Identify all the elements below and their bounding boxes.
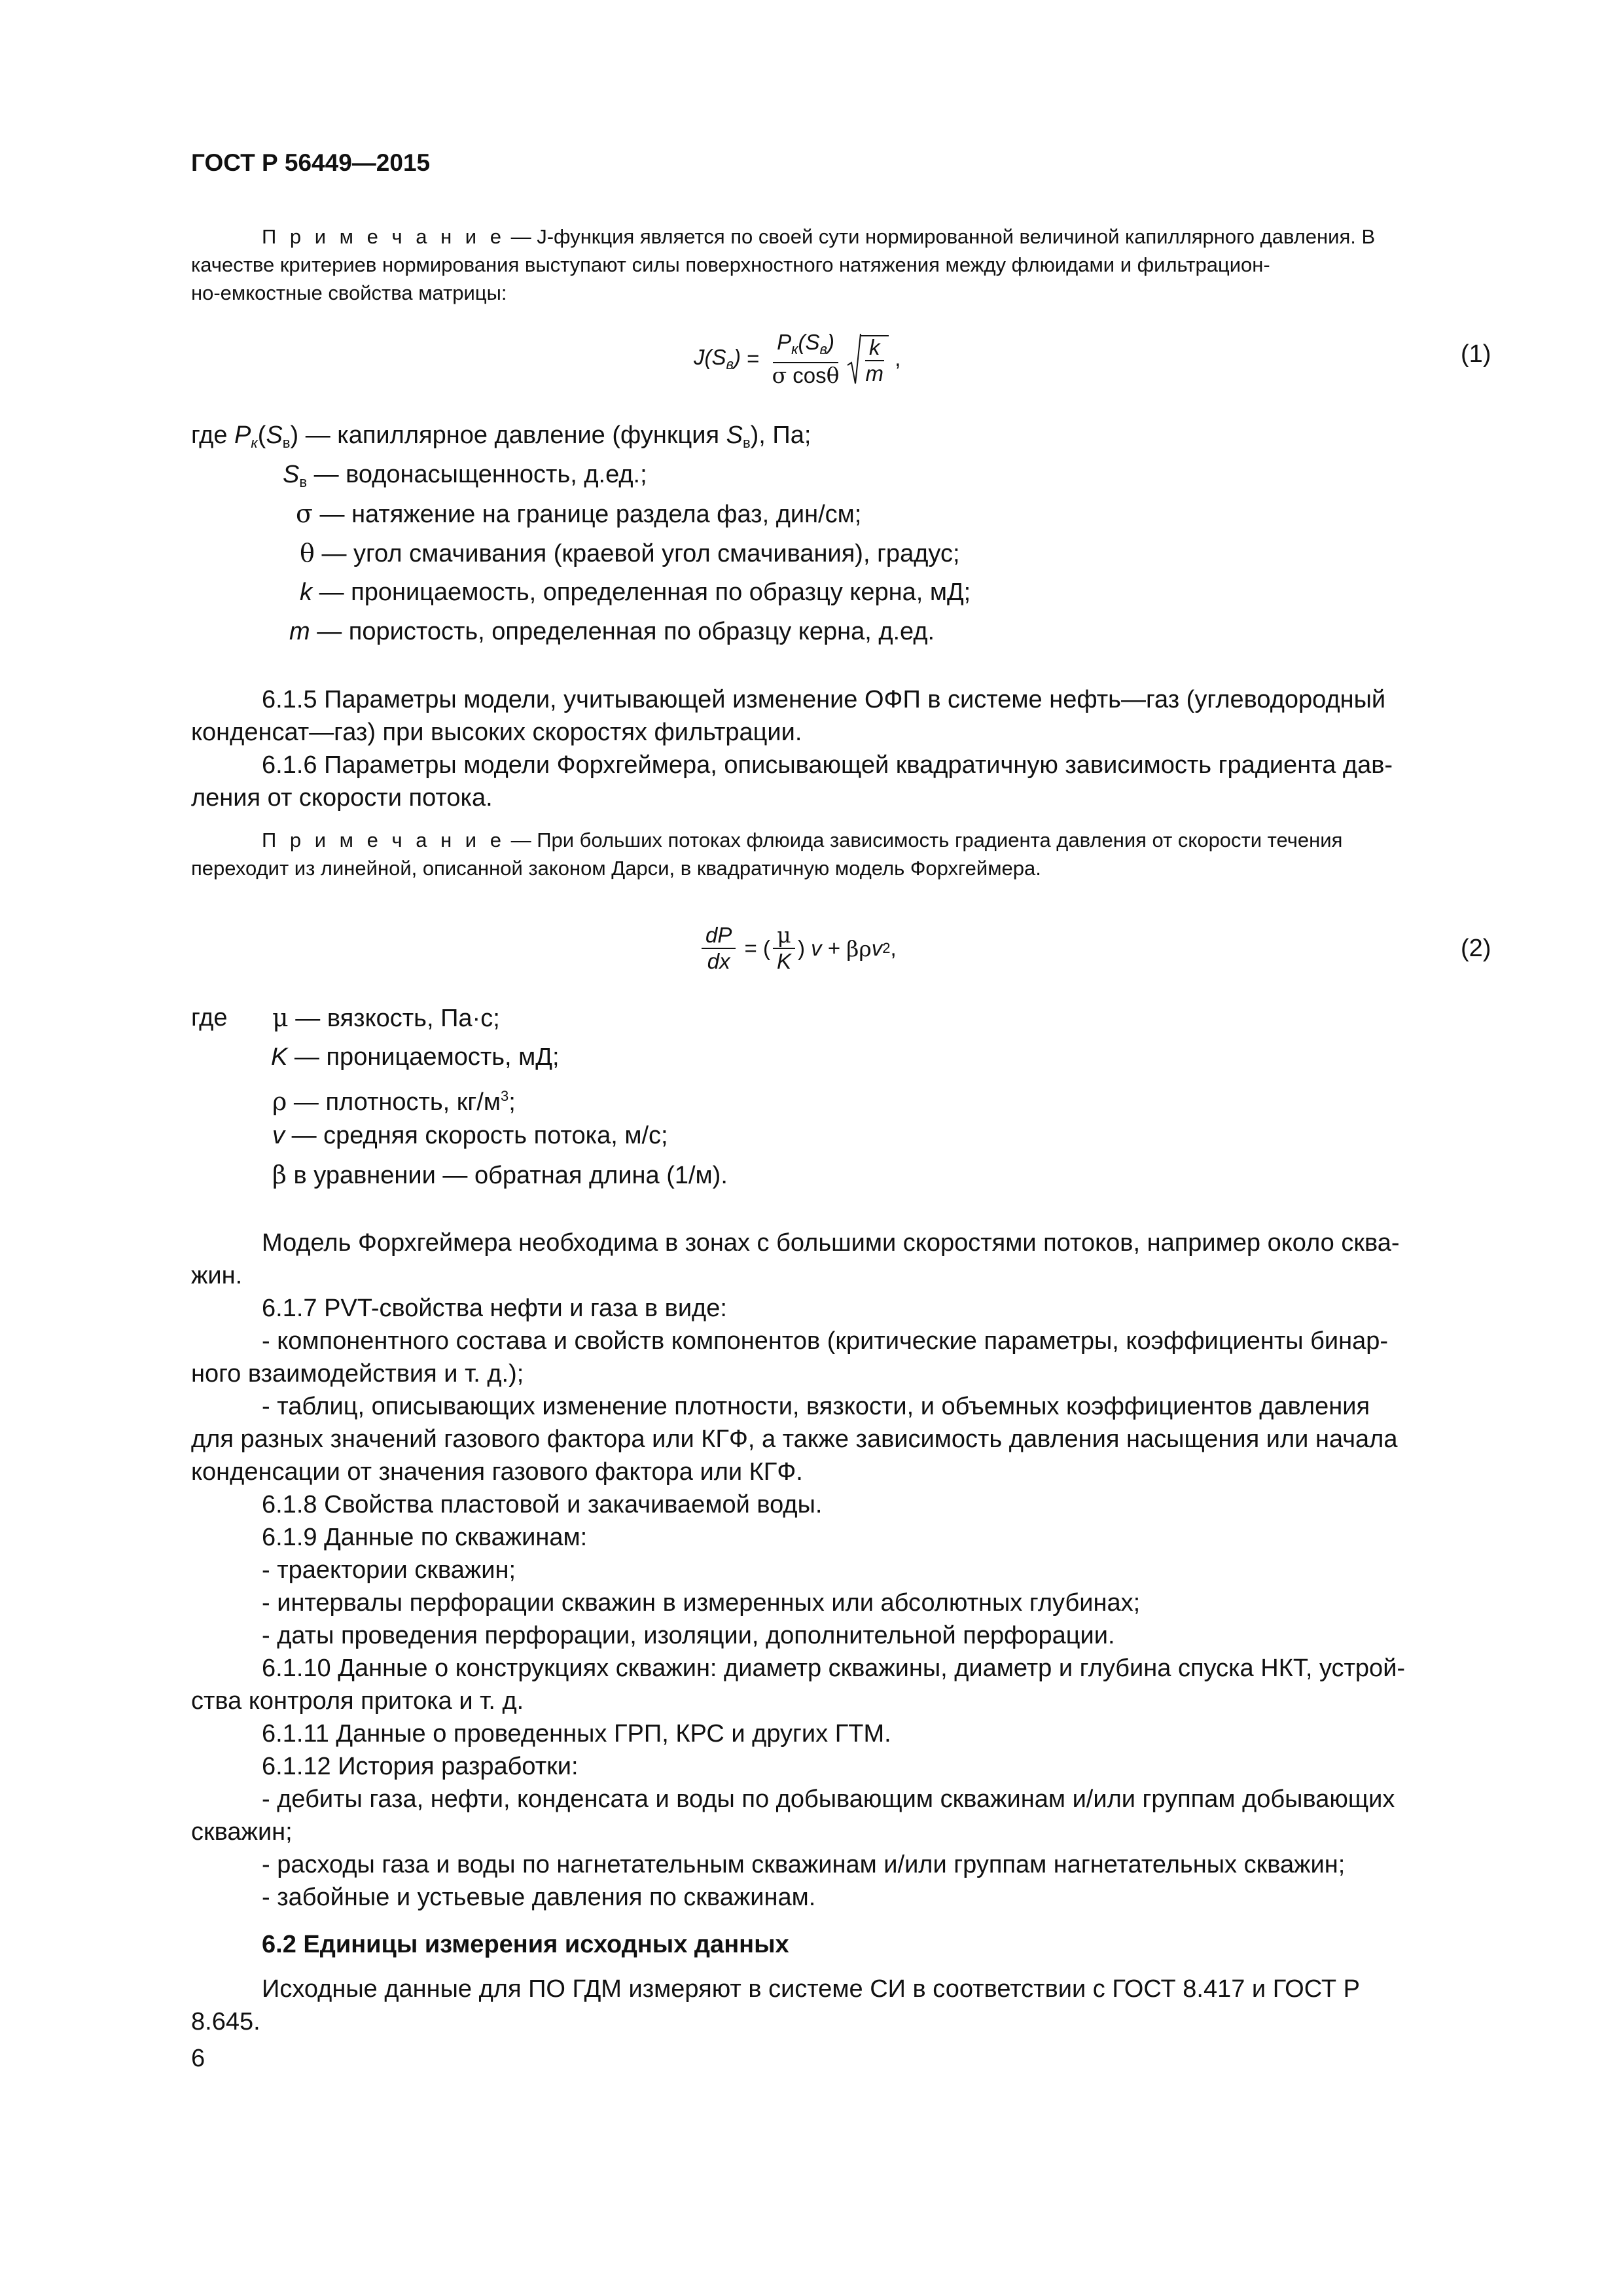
body-line: - забойные и устьевые давления по скважинам.	[262, 1884, 816, 1911]
body-line: 6.1.11 Данные о проведенных ГРП, КРС и других ГТМ.	[262, 1720, 891, 1748]
legend-2-row-beta: β в уравнении — обратная длина (1/м).	[272, 1160, 728, 1189]
equation-1-sqrt: $\frac{k}{m}$	[846, 332, 889, 385]
equation-2-number: (2)	[1461, 935, 1491, 962]
body-line: для разных значений газового фактора или КГФ, а также зависимость давления насыщения или начала	[191, 1426, 1398, 1453]
legend-1-pk-text: — капиллярное давление (функция	[305, 422, 720, 449]
body-line: - таблиц, описывающих изменение плотности, вязкости, и объемных коэффициентов давления	[262, 1393, 1370, 1420]
body-text	[191, 1227, 1497, 1914]
legend-1-theta-text: — угол смачивания (краевой угол смачивания), градус;	[321, 540, 960, 567]
note-1-line-3: но-емкостные свойства матрицы:	[191, 281, 507, 304]
legend-1-where: где	[191, 422, 228, 449]
legend-1-row-k: k — проницаемость, определенная по образцу керна, мД;	[300, 579, 971, 606]
p615-line-2: конденсат—газ) при высоких скоростях фильтрации.	[191, 719, 802, 746]
legend-2-beta-text: в уравнении — обратная длина (1/м).	[293, 1162, 728, 1189]
legend-1-pa: ), Па;	[750, 422, 812, 449]
legend-1-m-text: — пористость, определенная по образцу керна, д.ед.	[317, 618, 935, 645]
legend-2-where: где	[191, 1004, 228, 1031]
legend-1-row-m: m — пористость, определенная по образцу керна, д.ед.	[289, 618, 935, 645]
legend-1-sv-text: — водонасыщенность, д.ед.;	[313, 461, 647, 488]
body-line: ства контроля притока и т. д.	[191, 1687, 524, 1715]
body-line: - даты проведения перфорации, изоляции, дополнительной перфорации.	[262, 1622, 1115, 1649]
legend-2-row-v: v — средняя скорость потока, м/с;	[272, 1122, 668, 1149]
body-line: конденсации от значения газового фактора или КГФ.	[191, 1458, 803, 1486]
legend-1-row-theta: θ — угол смачивания (краевой угол смачивания), градус;	[300, 539, 960, 567]
body-line: - компонентного состава и свойств компонентов (критические параметры, коэффициенты бинар-	[262, 1327, 1389, 1355]
body-line: 6.1.7 PVT-свойства нефти и газа в виде:	[262, 1295, 727, 1322]
legend-2-row-rho: ρ — плотность, $кг/м^3$;	[272, 1087, 516, 1116]
body-line: 6.1.8 Свойства пластовой и закачиваемой воды.	[262, 1491, 823, 1518]
legend-2-v-text: — средняя скорость потока, м/с;	[291, 1122, 668, 1149]
legend-1-row-sv: $S_в$ — водонасыщенность, д.ед.;	[283, 461, 647, 490]
p62-line-1: Исходные данные для ПО ГДМ измеряют в системе СИ в соответствии с ГОСТ 8.417 и ГОСТ Р	[262, 1975, 1361, 2003]
body-line: - расходы газа и воды по нагнетательным скважинам и/или группам нагнетательных скважин;	[262, 1851, 1346, 1878]
legend-1-sigma-text: — натяжение на границе раздела фаз, дин/см;	[319, 501, 862, 528]
paragraph-6-1-6	[191, 749, 1497, 814]
note-1-text-1: — J-функция является по своей сути нормированной величиной капиллярного давления. В	[505, 225, 1376, 248]
body-line: - интервалы перфорации скважин в измеренных или абсолютных глубинах;	[262, 1589, 1141, 1617]
legend-1-row-pk: где $P_к(S_в)$ — капиллярное давление (функция $S_в$), Па;	[191, 422, 812, 451]
body-line: Модель Форхгеймера необходима в зонах с большими скоростями потоков, например около сква-	[262, 1229, 1400, 1257]
legend-1-k-text: — проницаемость, определенная по образцу керна, мД;	[319, 579, 971, 606]
note-2-text-1: — При больших потоках флюида зависимость градиента давления от скорости течения	[505, 829, 1343, 852]
body-line: ного взаимодействия и т. д.);	[191, 1360, 524, 1388]
note-1-label: П р и м е ч а н и е	[262, 225, 505, 248]
legend-2-mu-text: — вязкость, Па·с;	[295, 1005, 500, 1032]
legend-1-row-sigma: σ — натяжение на границе раздела фаз, дин/см;	[296, 499, 862, 528]
legend-2-k-text: — проницаемость, мД;	[294, 1043, 560, 1071]
equation-1-number: (1)	[1461, 340, 1491, 368]
legend-2-row-mu: μ — вязкость, Па·с;	[272, 1003, 500, 1032]
p616-line-1: 6.1.6 Параметры модели Форхгеймера, описывающей квадратичную зависимость градиента дав-	[262, 751, 1393, 779]
note-1	[191, 223, 1497, 307]
legend-2-row-k: K — проницаемость, мД;	[271, 1043, 560, 1071]
paragraph-6-2	[191, 1973, 1497, 2038]
equation-2: $\frac{dP}{dx}$ = ( $\frac{\mu}{K}$ ) v + βρ v 2 ,	[699, 919, 897, 978]
p616-line-2: ления от скорости потока.	[191, 784, 493, 812]
note-2-line-1	[191, 826, 1497, 854]
note-2-line-2: переходит из линейной, описанной законом Дарси, в квадратичную модель Форхгеймера.	[191, 857, 1041, 880]
legend-2-rho-text: — плотность, кг/м	[293, 1088, 501, 1116]
body-line: 6.1.12 История разработки:	[262, 1753, 579, 1780]
p62-line-2: 8.645.	[191, 2008, 260, 2036]
note-2-label: П р и м е ч а н и е	[262, 829, 505, 852]
note-2	[191, 826, 1497, 882]
equation-1-fraction: $\frac{P_к(S_в)}{\text{σ cosθ}}$	[772, 329, 840, 388]
p615-line-1: 6.1.5 Параметры модели, учитывающей изменение ОФП в системе нефть—газ (углеводородный	[262, 686, 1386, 713]
paragraph-6-1-5	[191, 683, 1497, 749]
section-6-2-heading: 6.2 Единицы измерения исходных данных	[262, 1931, 789, 1958]
body-line: - траектории скважин;	[262, 1556, 516, 1584]
document-header: ГОСТ Р 56449—2015	[191, 149, 431, 176]
body-line: - дебиты газа, нефти, конденсата и воды по добывающим скважинам и/или группам добывающих	[262, 1785, 1395, 1813]
note-1-line-1	[191, 223, 1497, 251]
note-1-line-2: качестве критериев нормирования выступают силы поверхностного натяжения между флюидами и фильтрацион-	[191, 253, 1270, 276]
body-line: скважин;	[191, 1818, 293, 1846]
body-line: 6.1.9 Данные по скважинам:	[262, 1524, 588, 1551]
body-line: 6.1.10 Данные о конструкциях скважин: диаметр скважины, диаметр и глубина спуска НКТ, устрой-	[262, 1655, 1406, 1682]
page-number: 6	[191, 2045, 205, 2072]
body-line: жин.	[191, 1262, 243, 1289]
equation-1: $J(S_в)$ = $\frac{P_к(S_в)}{\text{σ cosθ}}$ $\frac{k}{m}$ ,	[694, 329, 901, 388]
